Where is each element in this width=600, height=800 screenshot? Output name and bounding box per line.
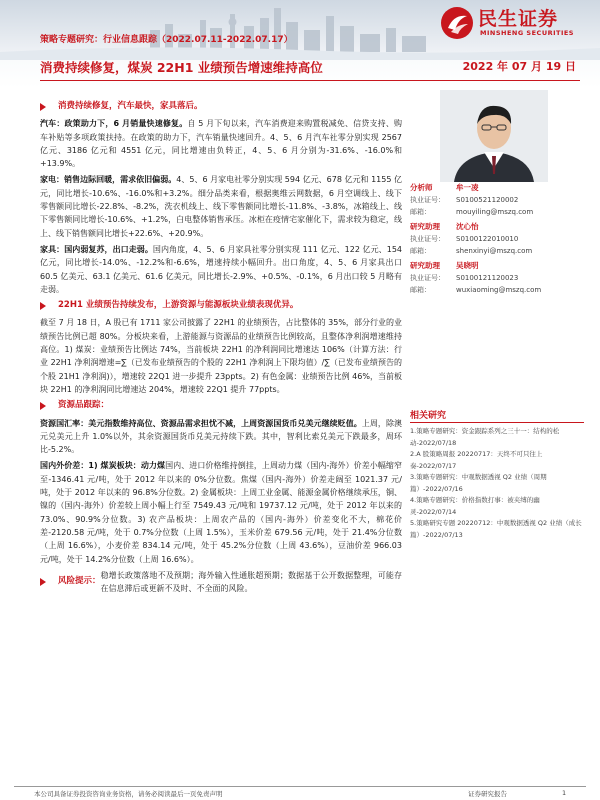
related-research-link[interactable]: 2.A 股策略周报 20220717：天终不可只往上奏-2022/07/17: [410, 450, 543, 470]
section-heading-text: 22H1 业绩预告持续发布，上游资源与能源板块业绩表现优异。: [58, 300, 299, 311]
email-label: 邮箱：: [410, 208, 431, 216]
analyst-name: 吴晓明: [456, 261, 479, 270]
paragraph-lead: 资源国汇率：美元指数维持高位、资源品需求担忧不减，上周资源国货币兑美元继续贬值。: [40, 418, 362, 428]
analyst-card: [410, 221, 584, 257]
report-date: 2022 年 07 月 19 日: [462, 60, 576, 73]
email-label: 邮箱：: [410, 247, 431, 255]
related-research-link[interactable]: 3.策略专题研究：中观数据透视 Q2 业绩（周期篇）-2022/07/16: [410, 473, 547, 493]
section-heading: [40, 299, 402, 312]
report-header: [0, 0, 600, 88]
report-body: [40, 100, 402, 598]
analyst-name: 沈心怡: [456, 222, 479, 231]
paragraph-text: 稳增长政策落地不及预期；海外输入性通胀超预期；数据基于公开数据整理，可能存在信息滞后或更新不及时、不全面的风险。: [100, 570, 402, 594]
related-research-link[interactable]: 1.策略专题研究：资金跟踪系列之三十一：结构的松动-2022/07/18: [410, 427, 560, 447]
page-number: 1: [562, 789, 567, 797]
related-research-title: 相关研究: [410, 411, 447, 421]
paragraph-text: 国内角度，4、5、6 月家具社零分别实现 111 亿元、122 亿元、154 亿元，同比增长-14.0%、-12.2%和-6.6%，增速持续小幅回升。出口角度，4、5、6 月家具出口 60.5 亿美元、63.1 亿美元、61.6 亿美元，同比增长-2.9%、+0.5%、-0.1%，6 月出口较 5 月略有走弱。: [40, 244, 403, 294]
bullet-arrow-icon: [40, 402, 46, 410]
cert-label: 执业证号：: [410, 274, 445, 282]
email-label: 邮箱：: [410, 286, 431, 294]
related-research-link[interactable]: 5.策略研究专题 20220712：中观数据透视 Q2 业绩（成长篇）-2022/07/13: [410, 519, 582, 539]
paragraph: [40, 417, 402, 457]
analyst-list: [410, 182, 584, 299]
analyst-card: [410, 260, 584, 296]
section-heading-text: 消费持续修复，汽车最快，家具落后。: [58, 101, 203, 111]
paragraph-text: 上周，除澳元兑美元上升 1.0%以外，其余资源国货币兑美元持续下跌。其中，智利比索兑美元下跌最多，周环比-5.2%。: [40, 418, 403, 455]
cert-number: S0100121120023: [456, 274, 519, 282]
logo-english-name: MINSHENG SECURITIES: [480, 29, 574, 37]
paragraph-lead: 国内外价差：1) 煤炭板块：动力煤: [40, 461, 166, 471]
paragraph: [40, 173, 402, 239]
section-heading-text: 风险提示：: [58, 576, 101, 587]
risk-paragraph: [40, 569, 402, 596]
paragraph-text: 国内、进口价格维持倒挂，上周动力煤（国内-海外）价差小幅缩窄至-1346.41 元/吨，处于 2012 年以来的 0%分位数。焦煤（国内-海外）价差走阔至 1021.37 元/吨，处于 2012 年以来的 96.8%分位数。2) 金属板块：上周工业金属、能源金属价格继续承压，铜、镍的（国内-海外）价差较上周小幅上行至 7549.43 元/吨和 19737.12 元/吨，处于 2012 年以来的 73.0%、90.9%分位数。3) 农产品板块：上周农产品的（国内-海外）价差变化不大，棉花价差-2120.58 元/吨，处于 0.7%分位数（上周 1.5%），玉米价差 679.56 元/吨，处于 21.4%分位数（上周 16.6%），小麦价差 834.14 元/吨，处于 45.2%分位数（上周 43.6%），豆油价差 966.03 元/吨，处于 14.2%分位数（上周 16.6%）。: [40, 461, 402, 564]
section-heading: [40, 100, 402, 113]
section-heading-text: 资源品跟踪：: [58, 400, 110, 411]
minsheng-emblem-icon: [440, 6, 474, 40]
paragraph: [40, 459, 402, 565]
paragraph-lead: 家电：销售边际回暖，需求依旧偏弱。: [40, 175, 177, 185]
bullet-arrow-icon: [40, 302, 46, 310]
footer-doc-type: 证券研究报告: [468, 790, 507, 798]
email-link[interactable]: mouyiling@mszq.com: [456, 208, 534, 216]
title-divider: [40, 80, 580, 81]
paragraph-text: 截至 7 月 18 日，A 股已有 1711 家公司披露了 22H1 的业绩预告，占比整体的 35%，部分行业的业绩预告比例已超 80%。分板块来看，上游能源与资源品的业绩预告比例较高，且整体净利润增速维持高位。1) 煤炭：业绩预告比例达 74%，当前板块 22H1 的净利润同比增速达 106%（计算方法：行业 22H1 净利润增速=∑（已发布业绩预告的个股的 22H1 净利润上下限均值）/∑（已发布业绩预告的个股 21H1 净利润)），增速较 22Q1 进一步提升 23ppts。2) 有色金属：业绩预告比例 46%，当前板块 22H1 的净利润同比增速达 204%，增速较 22Q1 提升 77ppts。: [40, 318, 402, 394]
footer-divider: [14, 786, 586, 787]
cert-number: S0100521120002: [456, 196, 519, 204]
bullet-arrow-icon: [40, 578, 46, 586]
paragraph-lead: 家具：国内弱复苏，出口走弱。: [40, 244, 153, 254]
cert-number: S0100122010010: [456, 235, 519, 243]
analyst-role: 分析师: [410, 183, 433, 192]
section-heading: [40, 399, 402, 412]
cert-label: 执业证号：: [410, 196, 445, 204]
analyst-name: 牟一凌: [456, 183, 479, 192]
analyst-role: 研究助理: [410, 261, 440, 270]
email-link[interactable]: shenxinyi@mszq.com: [456, 247, 533, 255]
analyst-portrait-icon: [440, 90, 548, 182]
report-subtitle: 策略专题研究：行业信息跟踪（2022.07.11-2022.07.17）: [40, 35, 293, 45]
related-divider: [410, 422, 584, 423]
paragraph-lead: 汽车：政策助力下，6 月销量快速修复。: [40, 119, 188, 129]
footer-disclaimer: 本公司具备证券投资咨询业务资格，请务必阅读最后一页免责声明: [34, 790, 223, 798]
related-research-link[interactable]: 4.策略专题研究：价格指数打事：被夹缚的幽灵-2022/07/14: [410, 496, 540, 516]
analyst-photo: [440, 90, 548, 182]
section-heading: [40, 569, 101, 596]
analyst-role: 研究助理: [410, 222, 440, 231]
paragraph: [40, 117, 402, 170]
logo-chinese-name: 民生证券: [478, 8, 559, 30]
paragraph: [40, 316, 402, 396]
analyst-card: [410, 182, 584, 218]
bullet-arrow-icon: [40, 103, 46, 111]
report-title: 消费持续修复，煤炭 22H1 业绩预告增速维持高位: [40, 60, 323, 75]
cert-label: 执业证号：: [410, 235, 445, 243]
paragraph-text: 自 5 月下旬以来，汽车消费迎来购置税减免、信贷支持、购车补贴等多项政策扶持。在政策的助力下，汽车销量快速回升。4、5、6 月汽车社零分别实现 2567 亿元、3186 亿元和 4551 亿元，同比增速由负转正，4、5、6 月分别为-31.6%、-16.0%和+13.9%。: [40, 119, 402, 169]
minsheng-logo: [438, 4, 588, 44]
related-research-list: [410, 426, 584, 541]
paragraph-text: 4、5、6 月家电社零分别实现 594 亿元、678 亿元和 1155 亿元，同比增长-10.6%、-16.0%和+3.2%。细分品类来看，根据奥维云网数据，6 月空调线上、线下零售额同比增长-22.8%、-8.2%，洗衣机线上、线下零售额同比增长-11.8%、-3.8%，冰箱线上、线下零售额同比增长-10.6%、+1.2%，白电整体销售承压。冰柜在疫情宅家催化下，需求较为稳定，线上、线下销售额同比增长+22.6%、+20.9%。: [40, 175, 402, 238]
email-link[interactable]: wuxiaoming@mszq.com: [456, 286, 542, 294]
paragraph: [40, 243, 402, 296]
